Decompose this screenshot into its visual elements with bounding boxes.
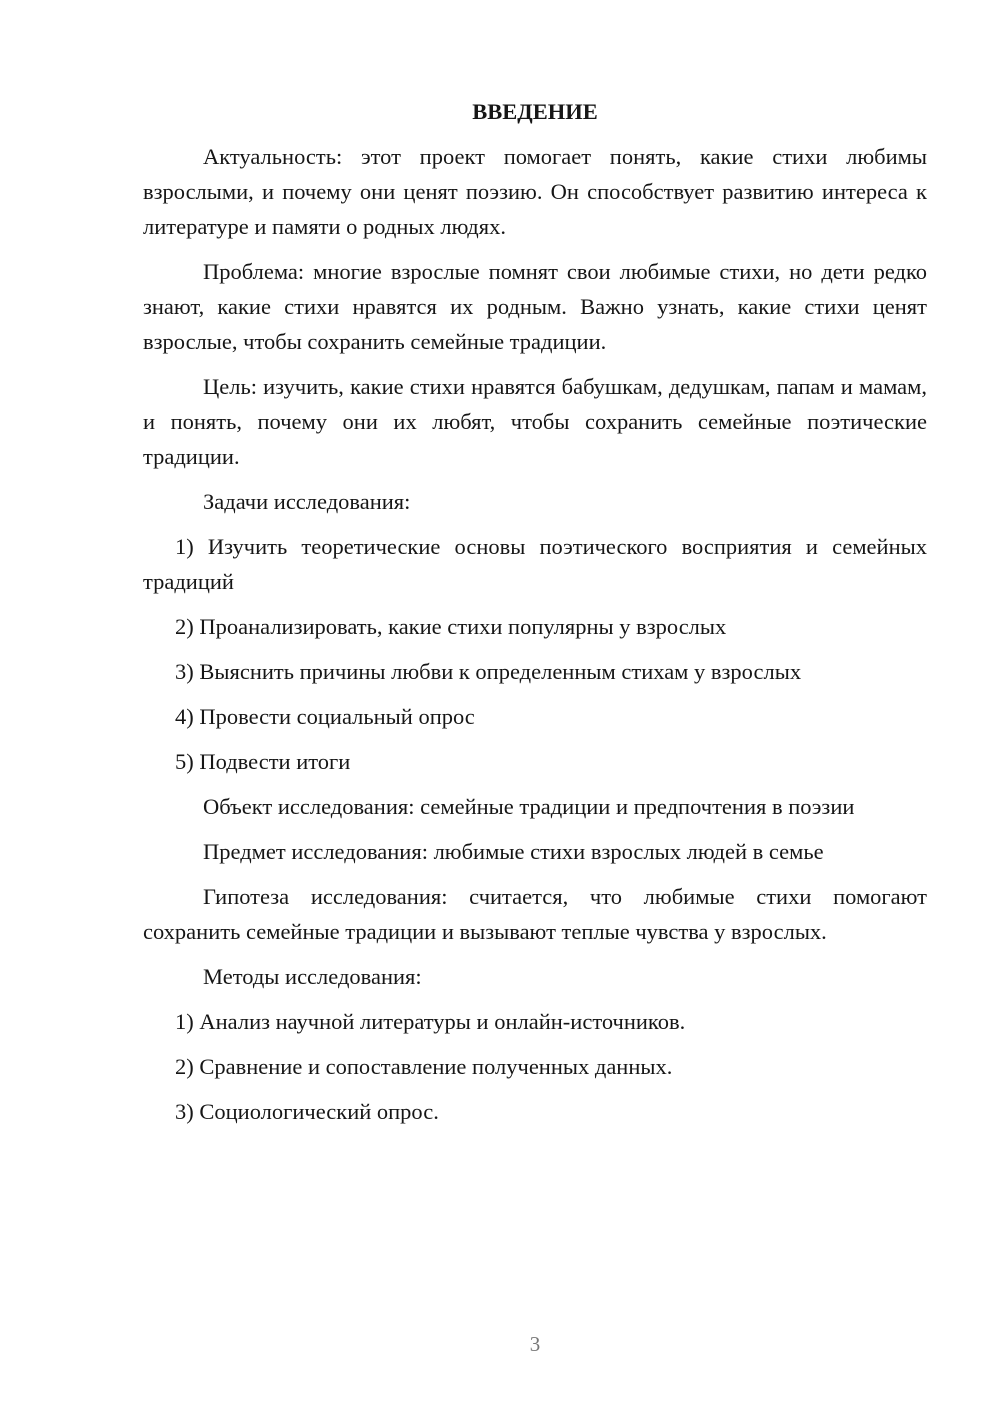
method-item: 2) Сравнение и сопоставление полученных данных. bbox=[175, 1054, 673, 1079]
tasks-heading: Задачи исследования: bbox=[203, 489, 411, 514]
relevance-paragraph: Актуальность: этот проект помогает понять, какие стихи любимы взрослыми, и почему они ценят поэзию. Он способствует развитию интереса к литературе и памяти о родных людях. bbox=[143, 144, 927, 239]
page-number: 3 bbox=[529, 1332, 541, 1356]
subject-paragraph: Предмет исследования: любимые стихи взрослых людей в семье bbox=[203, 839, 824, 864]
method-item: 1) Анализ научной литературы и онлайн-источников. bbox=[175, 1009, 686, 1034]
task-item: 4) Провести социальный опрос bbox=[175, 704, 475, 729]
task-item: 5) Подвести итоги bbox=[175, 749, 351, 774]
page-content bbox=[143, 94, 927, 1139]
methods-heading: Методы исследования: bbox=[203, 964, 422, 989]
problem-paragraph: Проблема: многие взрослые помнят свои любимые стихи, но дети редко знают, какие стихи нравятся их родным. Важно узнать, какие стихи ценят взрослые, чтобы сохранить семейные традиции. bbox=[143, 259, 927, 354]
task-item: 1) Изучить теоретические основы поэтического восприятия и семейных традиций bbox=[143, 534, 927, 594]
object-paragraph: Объект исследования: семейные традиции и предпочтения в поэзии bbox=[203, 794, 855, 819]
task-item: 3) Выяснить причины любви к определенным стихам у взрослых bbox=[175, 659, 802, 684]
section-title: ВВЕДЕНИЕ bbox=[472, 99, 598, 124]
method-item: 3) Социологический опрос. bbox=[175, 1099, 439, 1124]
hypothesis-paragraph: Гипотеза исследования: считается, что любимые стихи помогают сохранить семейные традиции и вызывают теплые чувства у взрослых. bbox=[143, 884, 927, 944]
task-item: 2) Проанализировать, какие стихи популярны у взрослых bbox=[175, 614, 727, 639]
goal-paragraph: Цель: изучить, какие стихи нравятся бабушкам, дедушкам, папам и мамам, и понять, почему они их любят, чтобы сохранить семейные поэтические традиции. bbox=[143, 374, 927, 469]
